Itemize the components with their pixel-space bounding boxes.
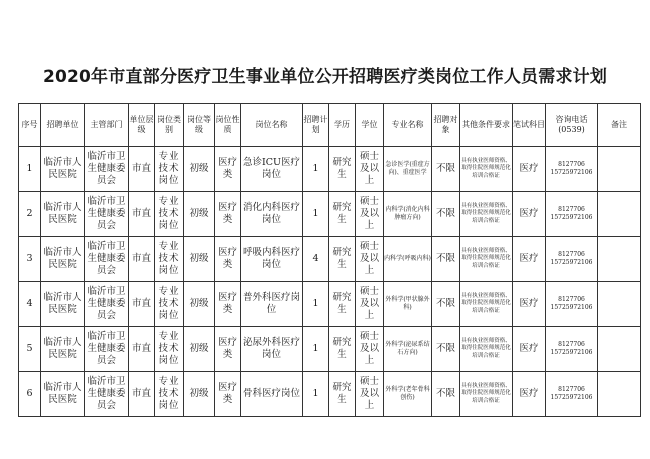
cell-grade: 初级 [184,147,215,192]
recruitment-table [18,103,641,417]
cell-phone: 8127706 15725972106 [546,147,598,192]
header-exam: 笔试科目 [513,104,546,147]
cell-phone: 8127706 15725972106 [546,327,598,372]
cell-note [598,192,641,237]
cell-target: 不限 [432,372,460,417]
cell-unit: 临沂市人民医院 [41,282,85,327]
table-row [19,282,641,327]
header-target: 招聘对象 [432,104,460,147]
cell-degree: 硕士及以上 [356,327,384,372]
table-row [19,147,641,192]
cell-edu: 研究生 [329,372,356,417]
cell-other: 具有执业医师资格、取得住院医师规范化培训合格证 [460,282,513,327]
cell-category: 专业技术岗位 [155,237,184,282]
cell-degree: 硕士及以上 [356,237,384,282]
cell-target: 不限 [432,192,460,237]
cell-level: 市直 [129,192,155,237]
cell-target: 不限 [432,147,460,192]
cell-dept: 临沂市卫生健康委员会 [85,237,129,282]
cell-note [598,372,641,417]
header-post: 岗位名称 [241,104,303,147]
cell-category: 专业技术岗位 [155,147,184,192]
cell-category: 专业技术岗位 [155,282,184,327]
cell-level: 市直 [129,327,155,372]
cell-post: 普外科医疗岗位 [241,282,303,327]
cell-seq: 4 [19,282,41,327]
cell-target: 不限 [432,282,460,327]
cell-degree: 硕士及以上 [356,372,384,417]
cell-degree: 硕士及以上 [356,192,384,237]
cell-edu: 研究生 [329,237,356,282]
cell-plan: 1 [303,372,329,417]
cell-grade: 初级 [184,372,215,417]
cell-other: 具有执业医师资格、取得住院医师规范化培训合格证 [460,372,513,417]
cell-exam: 医疗 [513,237,546,282]
cell-plan: 1 [303,192,329,237]
header-edu: 学历 [329,104,356,147]
cell-grade: 初级 [184,282,215,327]
cell-target: 不限 [432,237,460,282]
cell-nature: 医疗类 [215,237,241,282]
cell-post: 骨科医疗岗位 [241,372,303,417]
cell-level: 市直 [129,147,155,192]
cell-other: 具有执业医师资格、取得住院医师规范化培训合格证 [460,237,513,282]
cell-other: 具有执业医师资格、取得住院医师规范化培训合格证 [460,147,513,192]
header-level: 单位层级 [129,104,155,147]
cell-other: 具有执业医师资格、取得住院医师规范化培训合格证 [460,192,513,237]
cell-major: 外科学(泌尿系结石方向) [384,327,432,372]
header-dept: 主管部门 [85,104,129,147]
header-unit: 招聘单位 [41,104,85,147]
header-other: 其他条件要求 [460,104,513,147]
page-title: 2020年市直部分医疗卫生事业单位公开招聘医疗类岗位工作人员需求计划 [42,67,608,87]
cell-major: 外科学(老年骨科创伤) [384,372,432,417]
header-nature: 岗位性质 [215,104,241,147]
cell-exam: 医疗 [513,192,546,237]
cell-seq: 3 [19,237,41,282]
cell-note [598,327,641,372]
table-row [19,327,641,372]
cell-level: 市直 [129,237,155,282]
cell-seq: 5 [19,327,41,372]
cell-post: 急诊ICU医疗岗位 [241,147,303,192]
cell-phone: 8127706 15725972106 [546,372,598,417]
cell-dept: 临沂市卫生健康委员会 [85,147,129,192]
cell-level: 市直 [129,372,155,417]
header-note: 备注 [598,104,641,147]
cell-seq: 2 [19,192,41,237]
cell-seq: 6 [19,372,41,417]
table-row [19,192,641,237]
header-degree: 学位 [356,104,384,147]
cell-dept: 临沂市卫生健康委员会 [85,282,129,327]
cell-dept: 临沂市卫生健康委员会 [85,192,129,237]
cell-dept: 临沂市卫生健康委员会 [85,372,129,417]
cell-major: 内科学(呼吸内科) [384,237,432,282]
cell-exam: 医疗 [513,327,546,372]
cell-nature: 医疗类 [215,282,241,327]
cell-unit: 临沂市人民医院 [41,237,85,282]
cell-edu: 研究生 [329,192,356,237]
cell-target: 不限 [432,327,460,372]
header-major: 专业名称 [384,104,432,147]
cell-phone: 8127706 15725972106 [546,237,598,282]
cell-nature: 医疗类 [215,147,241,192]
cell-nature: 医疗类 [215,327,241,372]
cell-unit: 临沂市人民医院 [41,327,85,372]
cell-post: 泌尿外科医疗岗位 [241,327,303,372]
cell-nature: 医疗类 [215,192,241,237]
cell-grade: 初级 [184,327,215,372]
header-phone: 咨询电话(0539) [546,104,598,147]
cell-note [598,237,641,282]
cell-major: 内科学(消化内科肿瘤方向) [384,192,432,237]
cell-major: 急诊医学(重症方向)、重症医学 [384,147,432,192]
header-grade: 岗位等级 [184,104,215,147]
cell-exam: 医疗 [513,282,546,327]
cell-unit: 临沂市人民医院 [41,372,85,417]
cell-exam: 医疗 [513,147,546,192]
cell-degree: 硕士及以上 [356,147,384,192]
cell-category: 专业技术岗位 [155,327,184,372]
cell-category: 专业技术岗位 [155,372,184,417]
cell-plan: 1 [303,327,329,372]
cell-other: 具有执业医师资格、取得住院医师规范化培训合格证 [460,327,513,372]
cell-plan: 4 [303,237,329,282]
cell-plan: 1 [303,147,329,192]
cell-category: 专业技术岗位 [155,192,184,237]
cell-degree: 硕士及以上 [356,282,384,327]
table-row [19,372,641,417]
cell-grade: 初级 [184,237,215,282]
cell-edu: 研究生 [329,282,356,327]
cell-unit: 临沂市人民医院 [41,147,85,192]
table-row [19,237,641,282]
cell-plan: 1 [303,282,329,327]
cell-grade: 初级 [184,192,215,237]
cell-note [598,282,641,327]
cell-nature: 医疗类 [215,372,241,417]
cell-level: 市直 [129,282,155,327]
cell-seq: 1 [19,147,41,192]
header-plan: 招聘计划 [303,104,329,147]
cell-unit: 临沂市人民医院 [41,192,85,237]
cell-post: 呼吸内科医疗岗位 [241,237,303,282]
cell-phone: 8127706 15725972106 [546,282,598,327]
cell-edu: 研究生 [329,147,356,192]
cell-exam: 医疗 [513,372,546,417]
header-seq: 序号 [19,104,41,147]
cell-dept: 临沂市卫生健康委员会 [85,327,129,372]
header-row [19,104,641,147]
cell-phone: 8127706 15725972106 [546,192,598,237]
cell-major: 外科学(甲状腺外科) [384,282,432,327]
header-category: 岗位类别 [155,104,184,147]
cell-edu: 研究生 [329,327,356,372]
cell-note [598,147,641,192]
cell-post: 消化内科医疗岗位 [241,192,303,237]
